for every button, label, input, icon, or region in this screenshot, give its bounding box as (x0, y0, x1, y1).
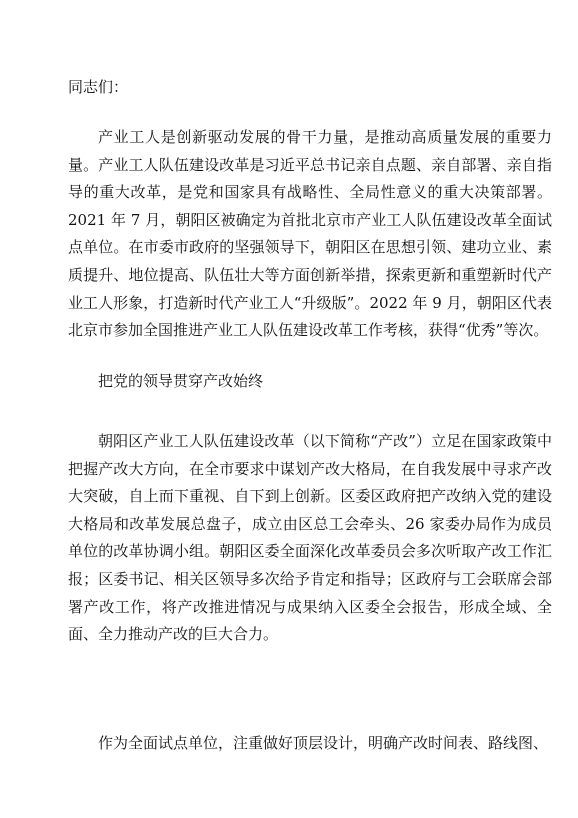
section-heading: 把党的领导贯穿产改始终 (98, 372, 264, 390)
salutation: 同志们： (68, 78, 129, 96)
paragraph-party-leadership: 朝阳区产业工人队伍建设改革（以下简称“产改”）立足在国家政策中把握产改大方向，在全市要求中谋划产改大格局，在自我发展中寻求产改大突破，自上而下重视、自下到上创新。区委区政府把产改纳入党的建设大格局和改革发展总盘子，成立由区总工会牵头、26 家委办局作为成员单位的改革协调小组。朝阳区委全面深化改革委员会多次听取产改工作汇报；区委书记、相关区领导多次给予肯定和指导；区政府与工会联席会部署产改工作，将产改推进情况与成果纳入区委全会报告，形成全域、全面、全力推动产改的巨大合力。 (68, 432, 552, 644)
paragraph-intro: 产业工人是创新驱动发展的骨干力量，是推动高质量发展的重要力量。产业工人队伍建设改革是习近平总书记亲自点题、亲自部署、亲自指导的重大改革，是党和国家具有战略性、全局性意义的重大决策部署。2021 年 7 月，朝阳区被确定为首批北京市产业工人队伍建设改革全面试点单位。在市委市政府的坚强领导下，朝阳区在思想引领、建功立业、素质提升、地位提高、队伍壮大等方面创新举措，探索更新和重塑新时代产业工人形象，打造新时代产业工人“升级版”。2022 年 9 月，朝阳区代表北京市参加全国推进产业工人队伍建设改革工作考核，获得“优秀”等次。 (68, 128, 552, 340)
paragraph-pilot-unit: 作为全面试点单位，注重做好顶层设计，明确产改时间表、路线图、 (98, 734, 549, 752)
